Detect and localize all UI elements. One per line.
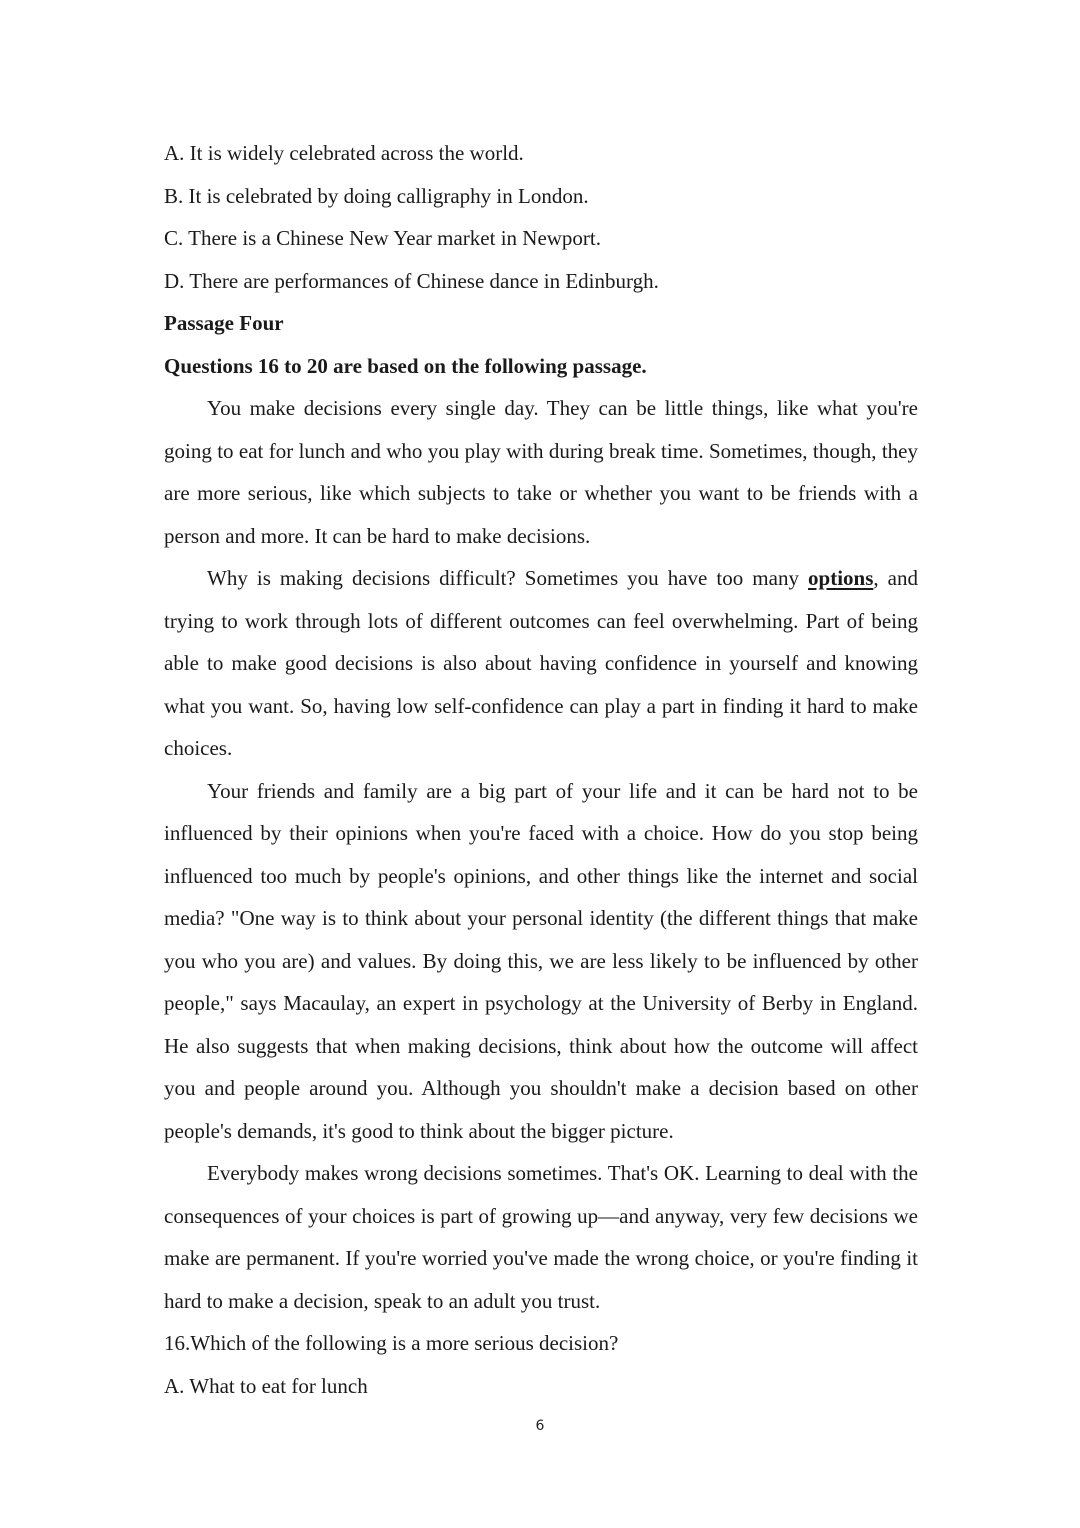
keyword-options: options	[808, 566, 874, 590]
paragraph-3: Your friends and family are a big part of your life and it can be hard not to be influenced by their opinions when you're faced with a choice. How do you stop being influenced too much by people's opinions, and other things like the internet and social media? "One way is to think about your personal identity (the different things that make you who you are) and values. By doing this, we are less likely to be influenced by other people," says Macaulay, an expert in psychology at the University of Berby in England. He also suggests that when making decisions, think about how the outcome will affect you and people around you. Although you shouldn't make a decision based on other people's demands, it's good to think about the bigger picture.	[164, 778, 918, 1143]
prev-option-a: A. It is widely celebrated across the world.	[164, 141, 524, 165]
paragraph-4: Everybody makes wrong decisions sometimes. That's OK. Learning to deal with the consequences of your choices is part of growing up—and anyway, very few decisions we make are permanent. If you're worried you've made the wrong choice, or you're finding it hard to make a decision, speak to an adult you trust.	[164, 1161, 918, 1313]
document-page	[164, 132, 918, 1407]
passage-instruction: Questions 16 to 20 are based on the following passage.	[164, 353, 647, 378]
prev-option-c: C. There is a Chinese New Year market in Newport.	[164, 226, 602, 250]
paragraph-2-before: Why is making decisions difficult? Sometimes you have too many	[207, 566, 809, 590]
prev-option-b: B. It is celebrated by doing calligraphy in London.	[164, 183, 589, 208]
paragraph-2	[164, 557, 918, 770]
passage-heading: Passage Four	[164, 311, 284, 335]
paragraph-1: You make decisions every single day. They can be little things, like what you're going to eat for lunch and who you play with during break time. Sometimes, though, they are more serious, like which subjects to take or whether you want to be friends with a person and more. It can be hard to make decisions.	[164, 396, 918, 548]
prev-option-d: D. There are performances of Chinese dance in Edinburgh.	[164, 268, 659, 293]
paragraph-2-after: , and trying to work through lots of different outcomes can feel overwhelming. Part of being able to make good decisions is also about having confidence in yourself and knowing what you want. So, having low self-confidence can play a part in finding it hard to make choices.	[164, 566, 918, 760]
question-16-stem: 16.Which of the following is a more serious decision?	[164, 1331, 619, 1355]
question-16-option-a: A. What to eat for lunch	[164, 1373, 368, 1398]
page-number: 6	[535, 1418, 545, 1434]
